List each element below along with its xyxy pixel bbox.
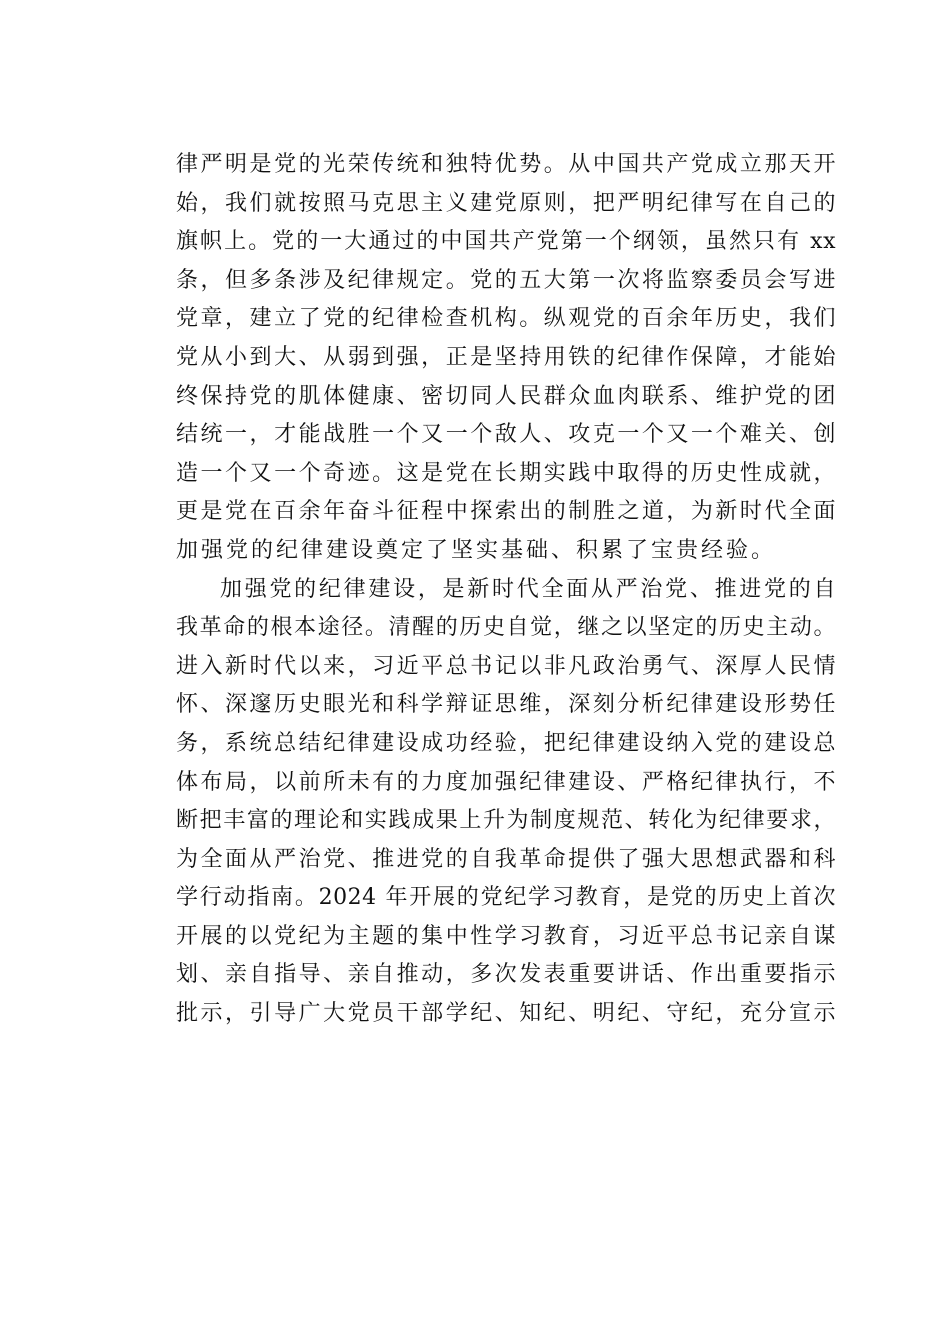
text-line: 划、亲自指导、亲自推动，多次发表重要讲话、作出重要指示 [176,962,836,988]
text-line: 造一个又一个奇迹。这是党在长期实践中取得的历史性成就， [176,460,836,486]
text-line: 断把丰富的理论和实践成果上升为制度规范、转化为纪律要求， [176,808,836,834]
text-line: 我革命的根本途径。清醒的历史自觉，继之以坚定的历史主动。 [176,615,836,641]
text-line: 党从小到大、从弱到强，正是坚持用铁的纪律作保障，才能始 [176,344,836,370]
text-line: 怀、深邃历史眼光和科学辩证思维，深刻分析纪律建设形势任 [176,692,836,718]
text-line: 终保持党的肌体健康、密切同人民群众血肉联系、维护党的团 [176,383,836,409]
text-line: 加强党的纪律建设，是新时代全面从严治党、推进党的自 [220,576,836,602]
text-line: 律严明是党的光荣传统和独特优势。从中国共产党成立那天开 [176,152,836,177]
text-line: 开展的以党纪为主题的集中性学习教育，习近平总书记亲自谋 [176,923,836,949]
text-line: 党章，建立了党的纪律检查机构。纵观党的百余年历史，我们 [176,306,836,332]
text-line: 进入新时代以来，习近平总书记以非凡政治勇气、深厚人民情 [176,653,836,679]
text-line: 学行动指南。2024 年开展的党纪学习教育，是党的历史上首次 [176,885,836,911]
body-text [176,146,836,1034]
paragraph-1 [176,146,836,571]
paragraph-2 [176,571,836,1034]
text-line: 加强党的纪律建设奠定了坚实基础、积累了宝贵经验。 [176,537,777,563]
text-line: 体布局，以前所未有的力度加强纪律建设、严格纪律执行，不 [176,769,836,795]
text-line: 条，但多条涉及纪律规定。党的五大第一次将监察委员会写进 [176,267,836,293]
text-line: 结统一，才能战胜一个又一个敌人、攻克一个又一个难关、创 [176,422,836,448]
text-line: 为全面从严治党、推进党的自我革命提供了强大思想武器和科 [176,846,836,872]
text-line: 务，系统总结纪律建设成功经验，把纪律建设纳入党的建设总 [176,730,836,756]
text-line: 始，我们就按照马克思主义建党原则，把严明纪律写在自己的 [176,190,836,216]
text-line: 更是党在百余年奋斗征程中探索出的制胜之道，为新时代全面 [176,499,836,525]
text-line: 旗帜上。党的一大通过的中国共产党第一个纲领，虽然只有 xx [176,229,836,255]
text-line: 批示，引导广大党员干部学纪、知纪、明纪、守纪，充分宣示 [176,1001,836,1027]
